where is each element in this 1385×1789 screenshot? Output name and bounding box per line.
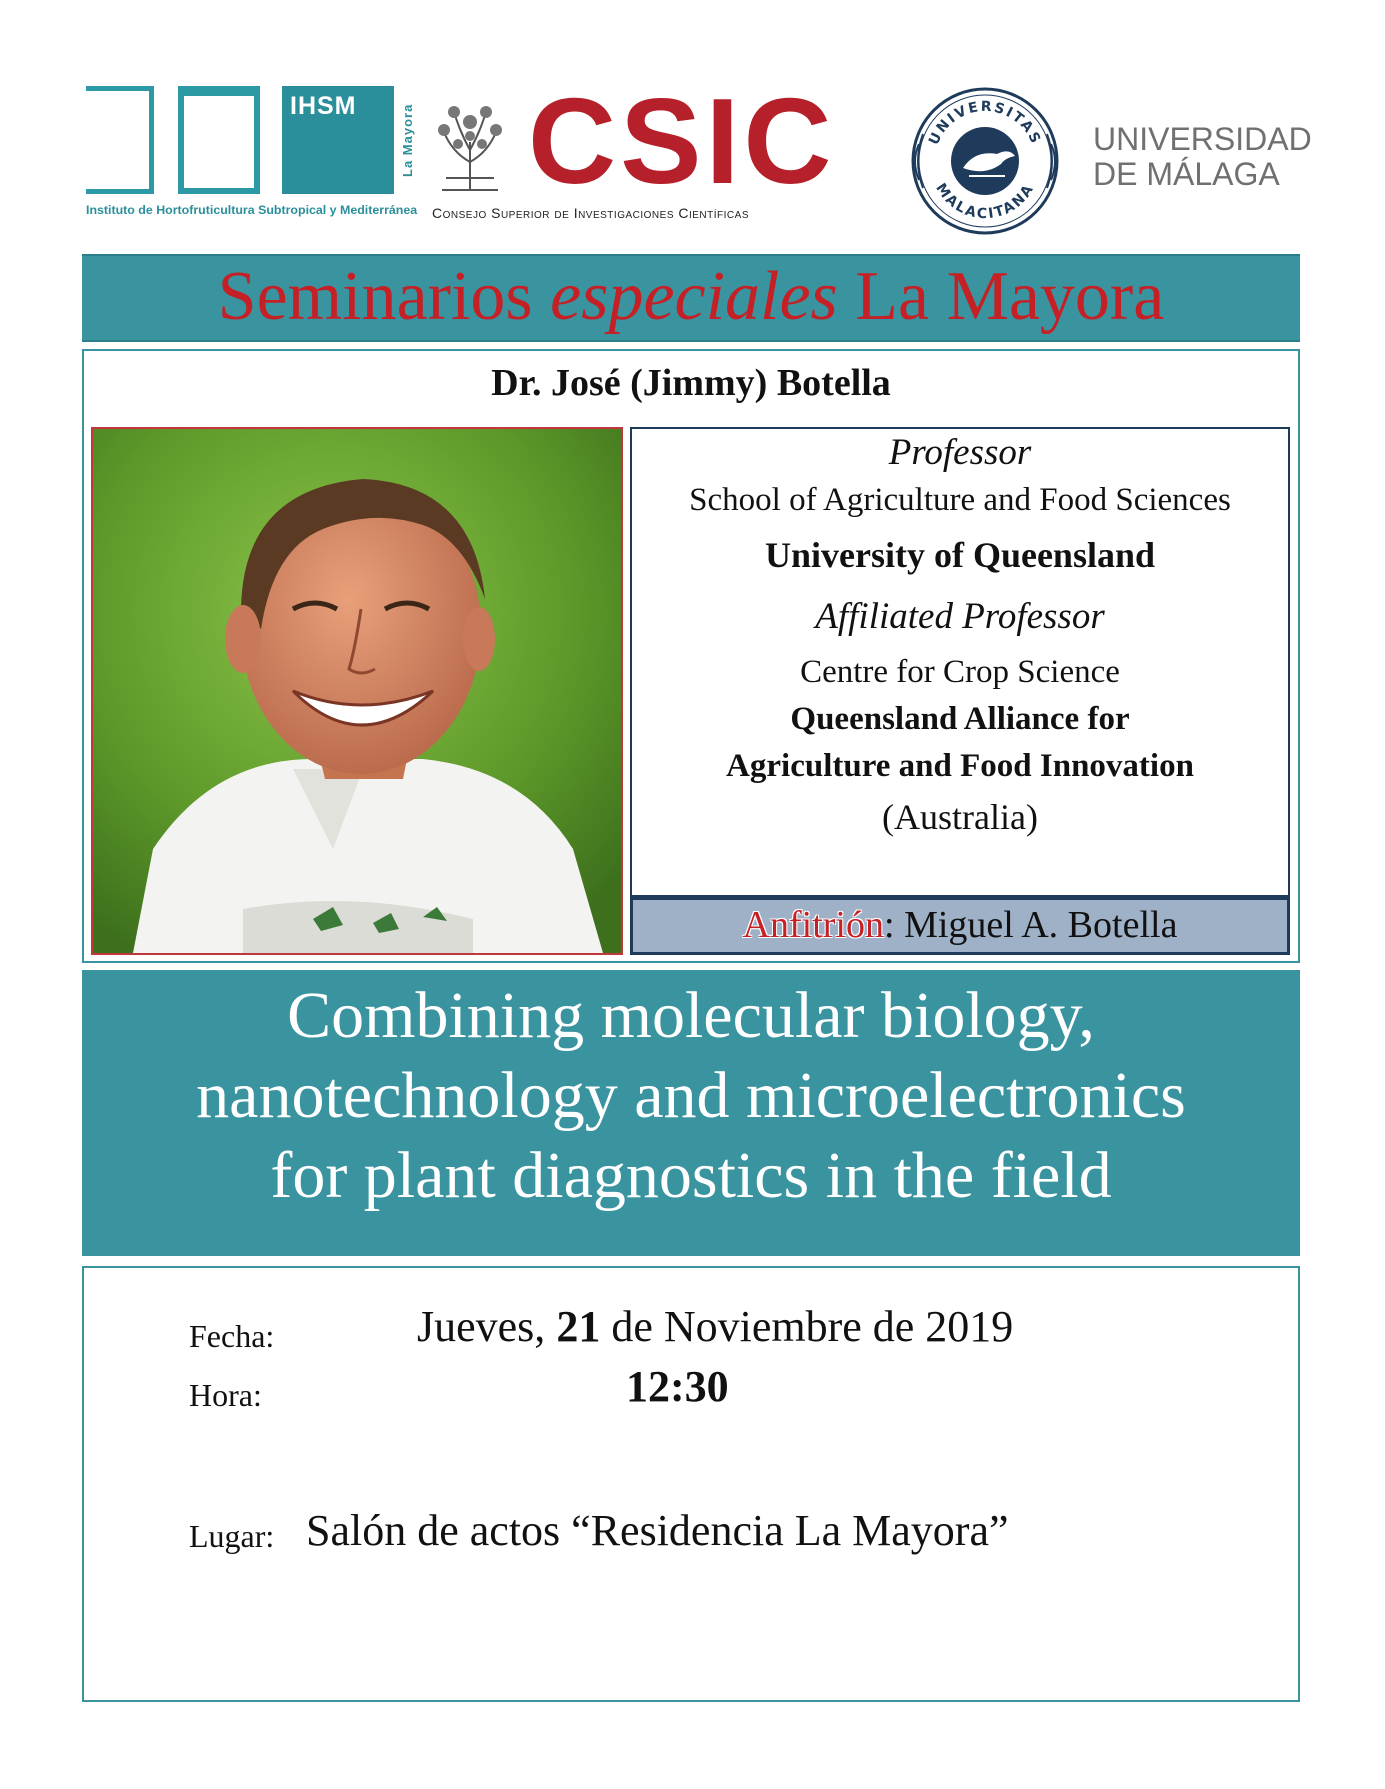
talk-title-block <box>82 970 1300 1256</box>
svg-text:MALACITANA: MALACITANA <box>932 180 1038 223</box>
csic-tree-emblem-icon <box>432 102 508 194</box>
banner-text-post: La Mayora <box>837 258 1165 335</box>
speaker-portrait-image <box>93 429 621 953</box>
talk-title-line-2: nanotechnology and microelectronics <box>196 1059 1186 1132</box>
speaker-photo <box>91 427 623 955</box>
host-separator: : <box>884 904 905 946</box>
date-weekday: Jueves, <box>417 1302 557 1351</box>
speaker-role-professor: Professor <box>888 432 1032 473</box>
csic-full-name: Consejo Superior de Investigaciones Científicas <box>432 205 749 221</box>
banner-text-pre: Seminarios <box>217 258 551 335</box>
seminar-series-title <box>218 258 1165 335</box>
ihsm-logo <box>86 86 416 226</box>
ihsm-full-name: Instituto de Hortofruticultura Subtropical y Mediterránea <box>86 203 418 217</box>
ihsm-logo-block <box>282 86 394 194</box>
host-label: Anfitrión <box>742 904 884 946</box>
banner-text-italic: especiales <box>550 258 838 335</box>
venue-label: Lugar: <box>189 1518 275 1554</box>
universitas-malacitana-seal-icon <box>905 84 1065 238</box>
date-day: 21 <box>556 1302 601 1351</box>
csic-wordmark: CSIC <box>528 73 836 209</box>
time-value: 12:30 <box>626 1362 729 1411</box>
speaker-affiliations <box>630 427 1290 897</box>
svg-text:UNIVERSITAS: UNIVERSITAS <box>926 98 1044 148</box>
speaker-panel <box>82 349 1300 963</box>
speaker-name: Dr. José (Jimmy) Botella <box>491 362 891 404</box>
ihsm-vertical-text: La Mayora <box>400 103 415 177</box>
talk-title-line-1: Combining molecular biology, <box>287 979 1095 1052</box>
speaker-role-affiliated: Affiliated Professor <box>815 596 1105 637</box>
date-month-year: de Noviembre de 2019 <box>600 1302 1014 1351</box>
uma-line-2: DE MÁLAGA <box>1093 156 1280 192</box>
speaker-school: School of Agriculture and Food Sciences <box>689 482 1231 518</box>
talk-title-line-3: for plant diagnostics in the field <box>270 1139 1112 1212</box>
speaker-centre: Centre for Crop Science <box>800 654 1120 690</box>
host-bar <box>630 897 1290 955</box>
venue-value: Salón de actos “Residencia La Mayora” <box>306 1506 1009 1555</box>
speaker-university: University of Queensland <box>764 535 1156 575</box>
speaker-alliance-line-2: Agriculture and Food Innovation <box>726 748 1194 784</box>
date-label: Fecha: <box>189 1318 275 1354</box>
speaker-country: (Australia) <box>882 797 1038 837</box>
ihsm-abbrev: IHSM <box>290 92 357 120</box>
speaker-alliance-line-1: Queensland Alliance for <box>790 701 1130 737</box>
ihsm-logo-bracket <box>86 86 154 194</box>
time-label: Hora: <box>189 1377 262 1413</box>
uma-line-1: UNIVERSIDAD <box>1093 121 1312 157</box>
date-value <box>417 1302 1013 1352</box>
host-name: Miguel A. Botella <box>904 904 1178 946</box>
seminar-series-banner <box>82 254 1300 342</box>
event-details <box>82 1266 1300 1702</box>
ihsm-logo-square <box>178 86 260 194</box>
universidad-malaga-name <box>1093 122 1333 192</box>
